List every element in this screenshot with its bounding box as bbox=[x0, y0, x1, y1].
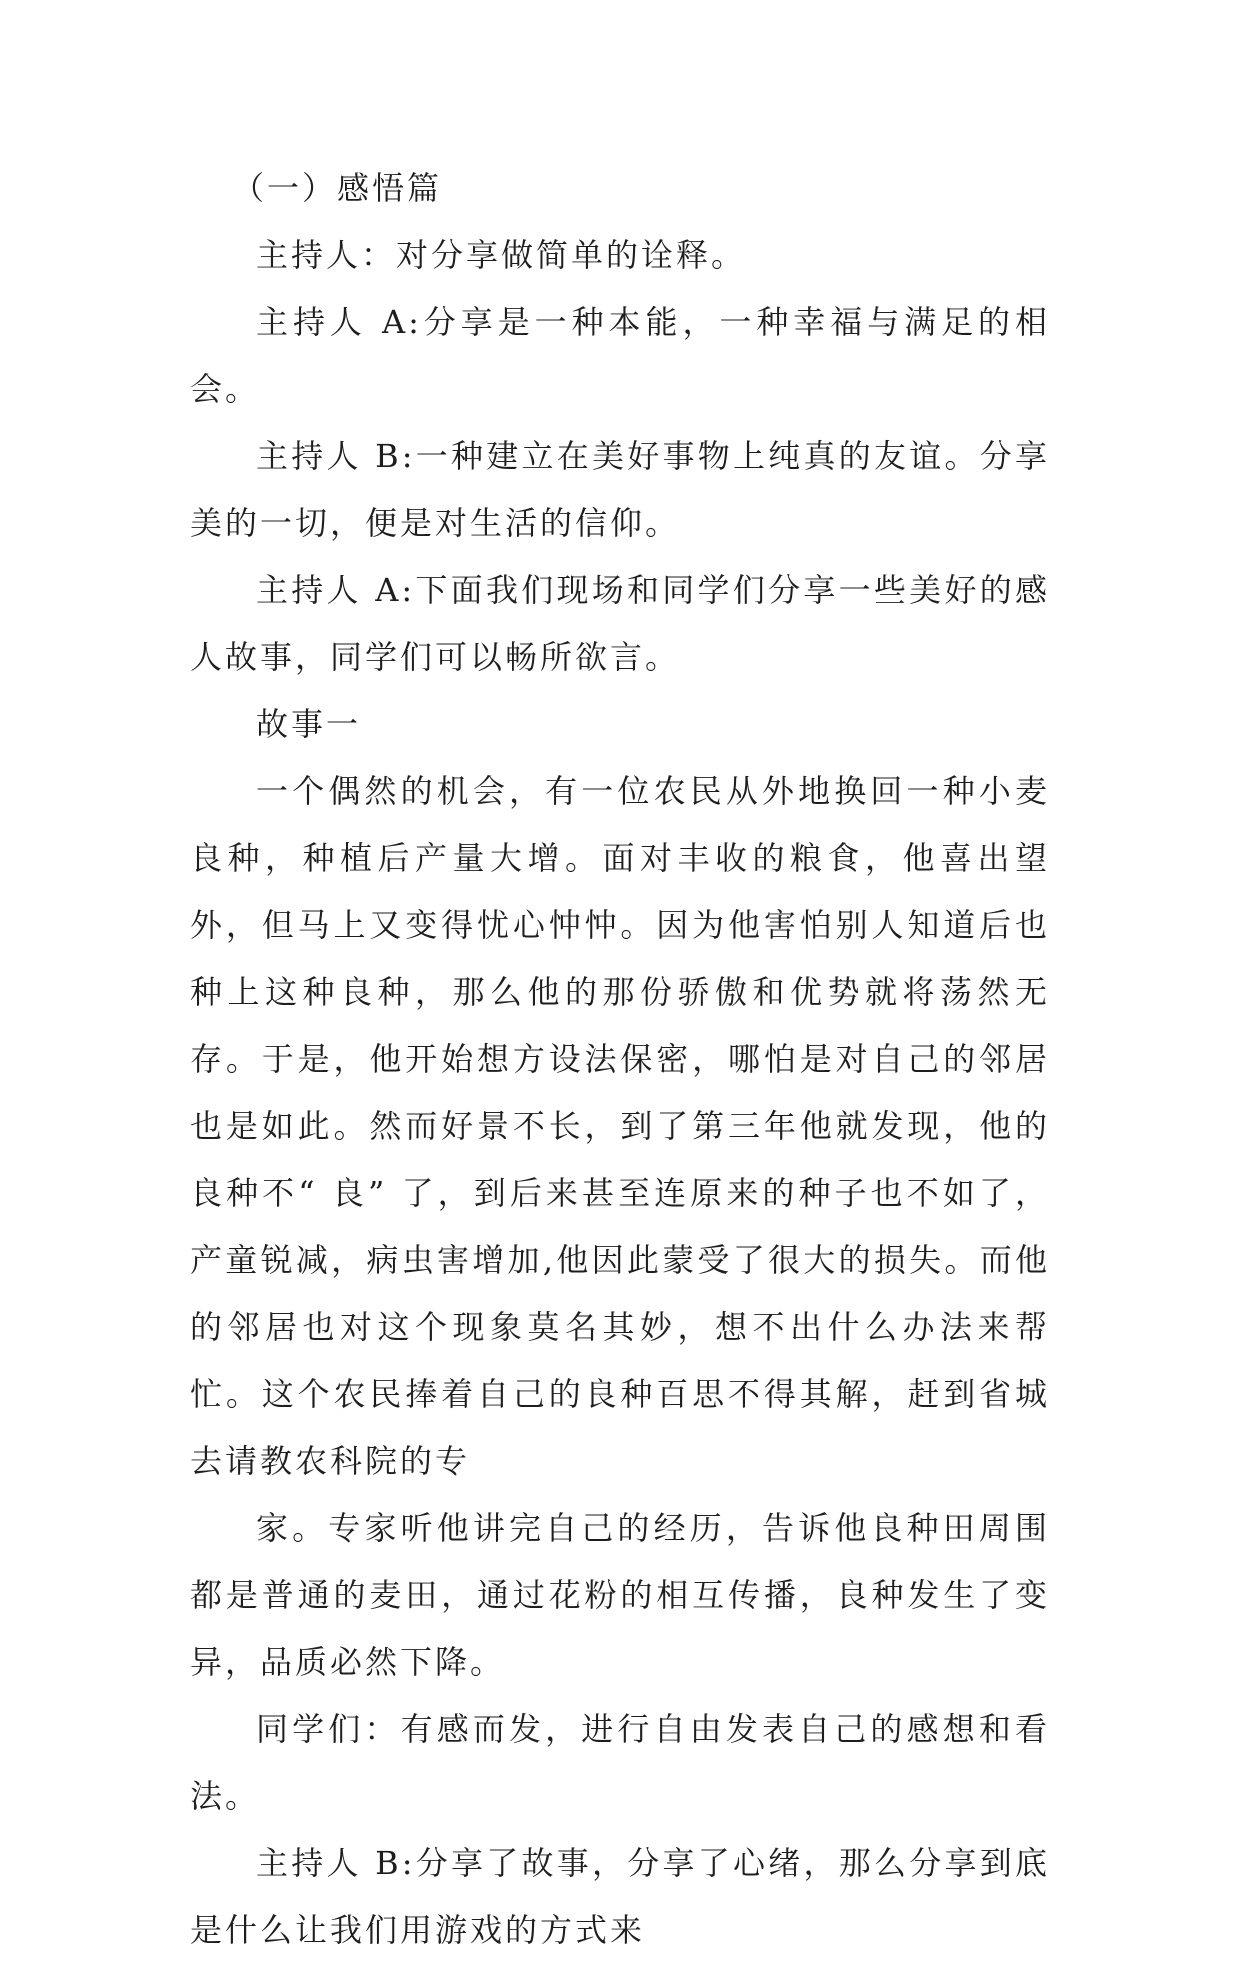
paragraph-host-a-1: 主持人 A:分享是一种本能，一种幸福与满足的相会。 bbox=[190, 303, 1050, 408]
section-heading: （一）感悟篇 bbox=[232, 169, 443, 207]
paragraph-host-b-2: 主持人 B:分享了故事，分享了心绪，那么分享到底是什么让我们用游戏的方式来 bbox=[190, 1844, 1050, 1949]
story-title: 故事一 bbox=[256, 705, 362, 743]
paragraph-host-b-1: 主持人 B:一种建立在美好事物上纯真的友谊。分享美的一切，便是对生活的信仰。 bbox=[190, 437, 1050, 542]
document-body bbox=[190, 155, 1050, 1964]
paragraph-students: 同学们：有感而发，进行自由发表自己的感想和看法。 bbox=[190, 1710, 1050, 1815]
paragraph-story-body: 一个偶然的机会，有一位农民从外地换回一种小麦良种，种植后产量大增。面对丰收的粮食，他喜出望外，但马上又变得忧心忡忡。因为他害怕别人知道后也种上这种良种，那么他的那份骄傲和优势就将荡然无存。于是，他开始想方设法保密，哪怕是对自己的邻居也是如此。然而好景不长，到了第三年他就发现，他的良种不“ 良” 了，到后来甚至连原来的种子也不如了，产童锐减，病虫害增加,他因此蒙受了很大的损失。而他的邻居也对这个现象莫名其妙，想不出什么办法来帮忙。这个农民捧着自己的良种百思不得其解，赶到省城去请教农科院的专 bbox=[190, 772, 1050, 1480]
paragraph-host-a-2: 主持人 A:下面我们现场和同学们分享一些美好的感人故事，同学们可以畅所欲言。 bbox=[190, 571, 1050, 676]
paragraph-story-continued: 家。专家听他讲完自己的经历，告诉他良种田周围都是普通的麦田，通过花粉的相互传播，良种发生了变异，品质必然下降。 bbox=[190, 1509, 1050, 1681]
paragraph-host-intro: 主持人：对分享做简单的诠释。 bbox=[256, 236, 747, 274]
